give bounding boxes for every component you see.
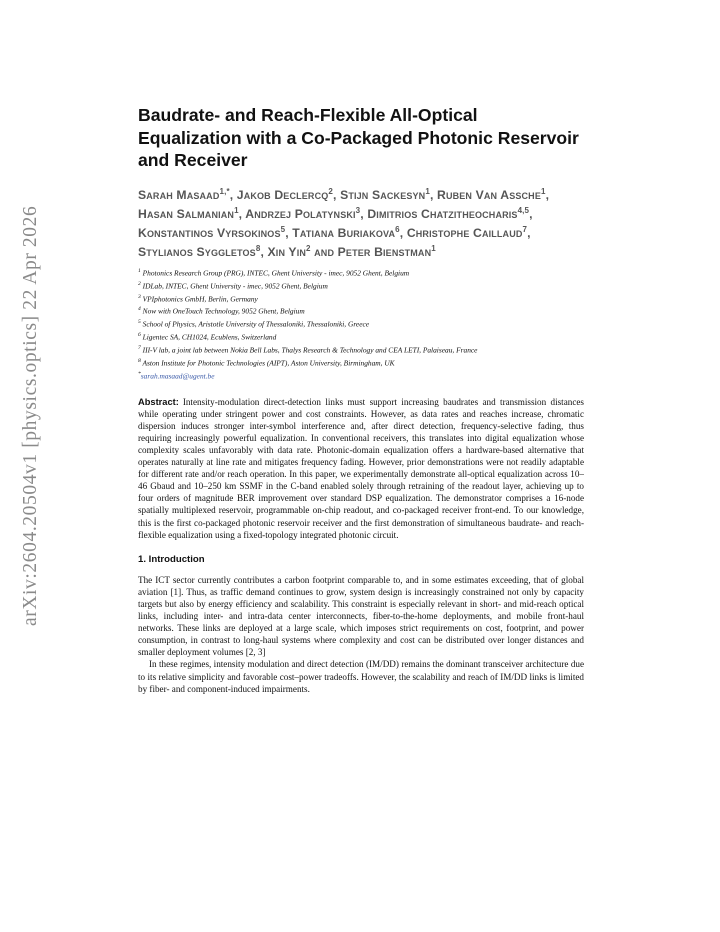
corresponding-email[interactable]: [138, 369, 584, 382]
affiliation-text: IDLab, INTEC, Ghent University - imec, 9052 Ghent, Belgium: [140, 281, 328, 291]
author: [338, 245, 436, 259]
affiliation-text: VPIphotonics GmbH, Berlin, Germany: [140, 293, 258, 303]
author-name: Andrzej Polatynski: [245, 206, 356, 221]
author: [407, 226, 527, 240]
author-affiliation-marker: 7: [522, 224, 528, 234]
author-affiliation-marker: 1: [540, 186, 546, 196]
affiliation-number: 3: [138, 293, 141, 300]
author-name: Peter Bienstman: [337, 244, 432, 259]
author-separator: ,: [429, 187, 438, 202]
author-affiliation-marker: 1,*: [219, 186, 230, 196]
author-affiliation-marker: 5: [280, 224, 286, 234]
author-separator: ,: [285, 225, 293, 240]
affiliation: [138, 330, 584, 343]
author-separator: ,: [527, 225, 531, 240]
affiliation-text: Ligentec SA, CH1024, Ecublens, Switzerland: [140, 332, 277, 342]
author-affiliation-marker: 1: [431, 243, 436, 253]
affiliation: [138, 317, 584, 330]
author: [138, 245, 260, 259]
email-address[interactable]: sarah.masaad@ugent.be: [140, 371, 215, 381]
abstract-text: Intensity-modulation direct-detection links must support increasing baudrates and transmission distances while operating under stringent power and cost constraints. However, as data rates and reaches increase, chromatic dispersion induces stronger inter-symbol interference and, after direct detection, frequency-selective fading, thus requiring increasingly powerful equalization. In conventional receivers, this translates into digital equalization whose complexity scales unfavorably with data rate. Photonic-domain equalization offers a hardware-based alternative that operates naturally at line rate and mitigates frequency fading. However, prior demonstrations were not readily adaptable for different rate and/or reach operation. In this paper, we experimentally demonstrate all-optical equalization across 10–46 Gbaud and 10–250 km SSMF in the C-band enabled solely through retraining of the readout layer, achieving up to four orders of magnitude BER improvement over standard DSP equalization. The demonstrator comprises a 16-node spatially multiplexed reservoir, programmable on-chip readout, and co-packaged receiver front-end. To our knowledge, this is the first co-packaged photonic reservoir receiver and the first demonstration of simultaneous baudrate- and reach-flexible equalization using a fixed-topology integrated photonic circuit.: [138, 396, 584, 540]
author-affiliation-marker: 1: [425, 186, 430, 196]
author-name: Konstantinos Vyrsokinos: [138, 225, 281, 240]
paper-page: [138, 104, 584, 695]
affiliation: [138, 279, 584, 292]
affiliation-text: Photonics Research Group (PRG), INTEC, Ghent University - imec, 9052 Ghent, Belgium: [140, 268, 410, 278]
affiliation-number: 5: [138, 319, 141, 326]
author-name: Tatiana Buriakova: [292, 225, 396, 240]
author-name: Christophe Caillaud: [406, 225, 523, 240]
author: [138, 226, 285, 240]
author-separator: ,: [238, 206, 246, 221]
author-affiliation-marker: 2: [306, 243, 311, 253]
intro-paragraph-1: The ICT sector currently contributes a carbon footprint comparable to, and in some estimates exceeding, that of global aviation [1]. Thus, as traffic demand continues to grow, system design is increasingly constrained not only by capacity targets but also by energy efficiency and scalability. This constraint is especially relevant in short- and mid-reach optical links, including inter- and intra-data center interconnects, fiber-to-the-home deployments, and mobile front-haul networks. These links are deployed at a large scale, which imposes strict requirements on cost, footprint, and power consumption, in contrast to long-haul systems where complexity and cost can be distributed over longer distances and smaller deployment volumes [2, 3]: [138, 574, 584, 658]
abstract: [138, 396, 584, 541]
affiliation: [138, 266, 584, 279]
author-name: Ruben Van Assche: [437, 187, 541, 202]
abstract-label: Abstract:: [138, 396, 179, 407]
affiliation: [138, 304, 584, 317]
arxiv-identifier: arXiv:2604.20504v1 [physics.optics] 22 Apr 2026: [20, 205, 41, 626]
author-name: Xin Yin: [267, 244, 307, 259]
author: [367, 207, 529, 221]
paper-title: Baudrate- and Reach-Flexible All-Optical Equalization with a Co-Packaged Photonic Reservoir and Receiver: [138, 105, 579, 170]
author-separator: ,: [360, 206, 368, 221]
author-separator-and: and: [310, 244, 338, 259]
affiliation-text: Now with OneTouch Technology, 9052 Ghent, Belgium: [140, 306, 305, 316]
affiliation-list: [138, 266, 584, 382]
author-affiliation-marker: 6: [395, 224, 400, 234]
affiliation: [138, 343, 584, 356]
affiliation-text: School of Physics, Aristotle University of Thessaloniki, Thessaloniki, Greece: [140, 319, 370, 329]
affiliation-number: 7: [138, 345, 141, 351]
author-name: Dimitrios Chatzitheocharis: [367, 206, 518, 221]
affiliation-number: 1: [138, 267, 141, 274]
affiliation-number: 2: [138, 280, 141, 287]
author-name: Jakob Declercq: [236, 187, 329, 202]
affiliation-text: Aston Institute for Photonic Technologies (AIPT), Aston University, Birmingham, UK: [140, 358, 395, 368]
affiliation-text: III-V lab, a joint lab between Nokia Bell Labs, Thalys Research & Technology and CEA LETI, Palaiseau, France: [140, 345, 478, 355]
author-list: [138, 184, 584, 260]
intro-paragraph-2: In these regimes, intensity modulation and direct detection (IM/DD) remains the dominant transceiver architecture due to its relative simplicity and favorable cost–power tradeoffs. However, the scalability and reach of IM/DD links is limited by fiber- and component-induced impairments.: [138, 659, 584, 694]
email-marker: *: [138, 370, 141, 377]
author: [138, 207, 239, 221]
author-separator: ,: [260, 244, 268, 259]
author: [437, 188, 546, 202]
author-name: Stylianos Syggletos: [138, 244, 256, 259]
affiliation-number: 4: [138, 306, 141, 313]
author-separator: ,: [399, 225, 407, 240]
author-separator: ,: [332, 187, 341, 202]
author-separator: ,: [529, 206, 533, 221]
author-name: Sarah Masaad: [138, 187, 220, 202]
author-name: Stijn Sackesyn: [340, 187, 426, 202]
author: [292, 226, 399, 240]
author: [237, 188, 333, 202]
affiliation-number: 6: [138, 332, 141, 339]
author-affiliation-marker: 2: [328, 186, 333, 196]
author: [245, 207, 360, 221]
author-name: Hasan Salmanian: [138, 206, 235, 221]
author-affiliation-marker: 8: [255, 243, 261, 253]
author-affiliation-marker: 3: [355, 205, 361, 215]
affiliation-number: 8: [138, 357, 141, 364]
author-affiliation-marker: 4,5: [517, 205, 530, 215]
author: [268, 245, 311, 259]
affiliation: [138, 292, 584, 305]
author-separator: ,: [545, 187, 550, 202]
author-separator: ,: [229, 187, 237, 202]
author: [340, 188, 430, 202]
author-affiliation-marker: 1: [234, 205, 239, 215]
section-heading-introduction: 1. Introduction: [138, 553, 205, 565]
author: [138, 188, 230, 202]
affiliation: [138, 356, 584, 369]
